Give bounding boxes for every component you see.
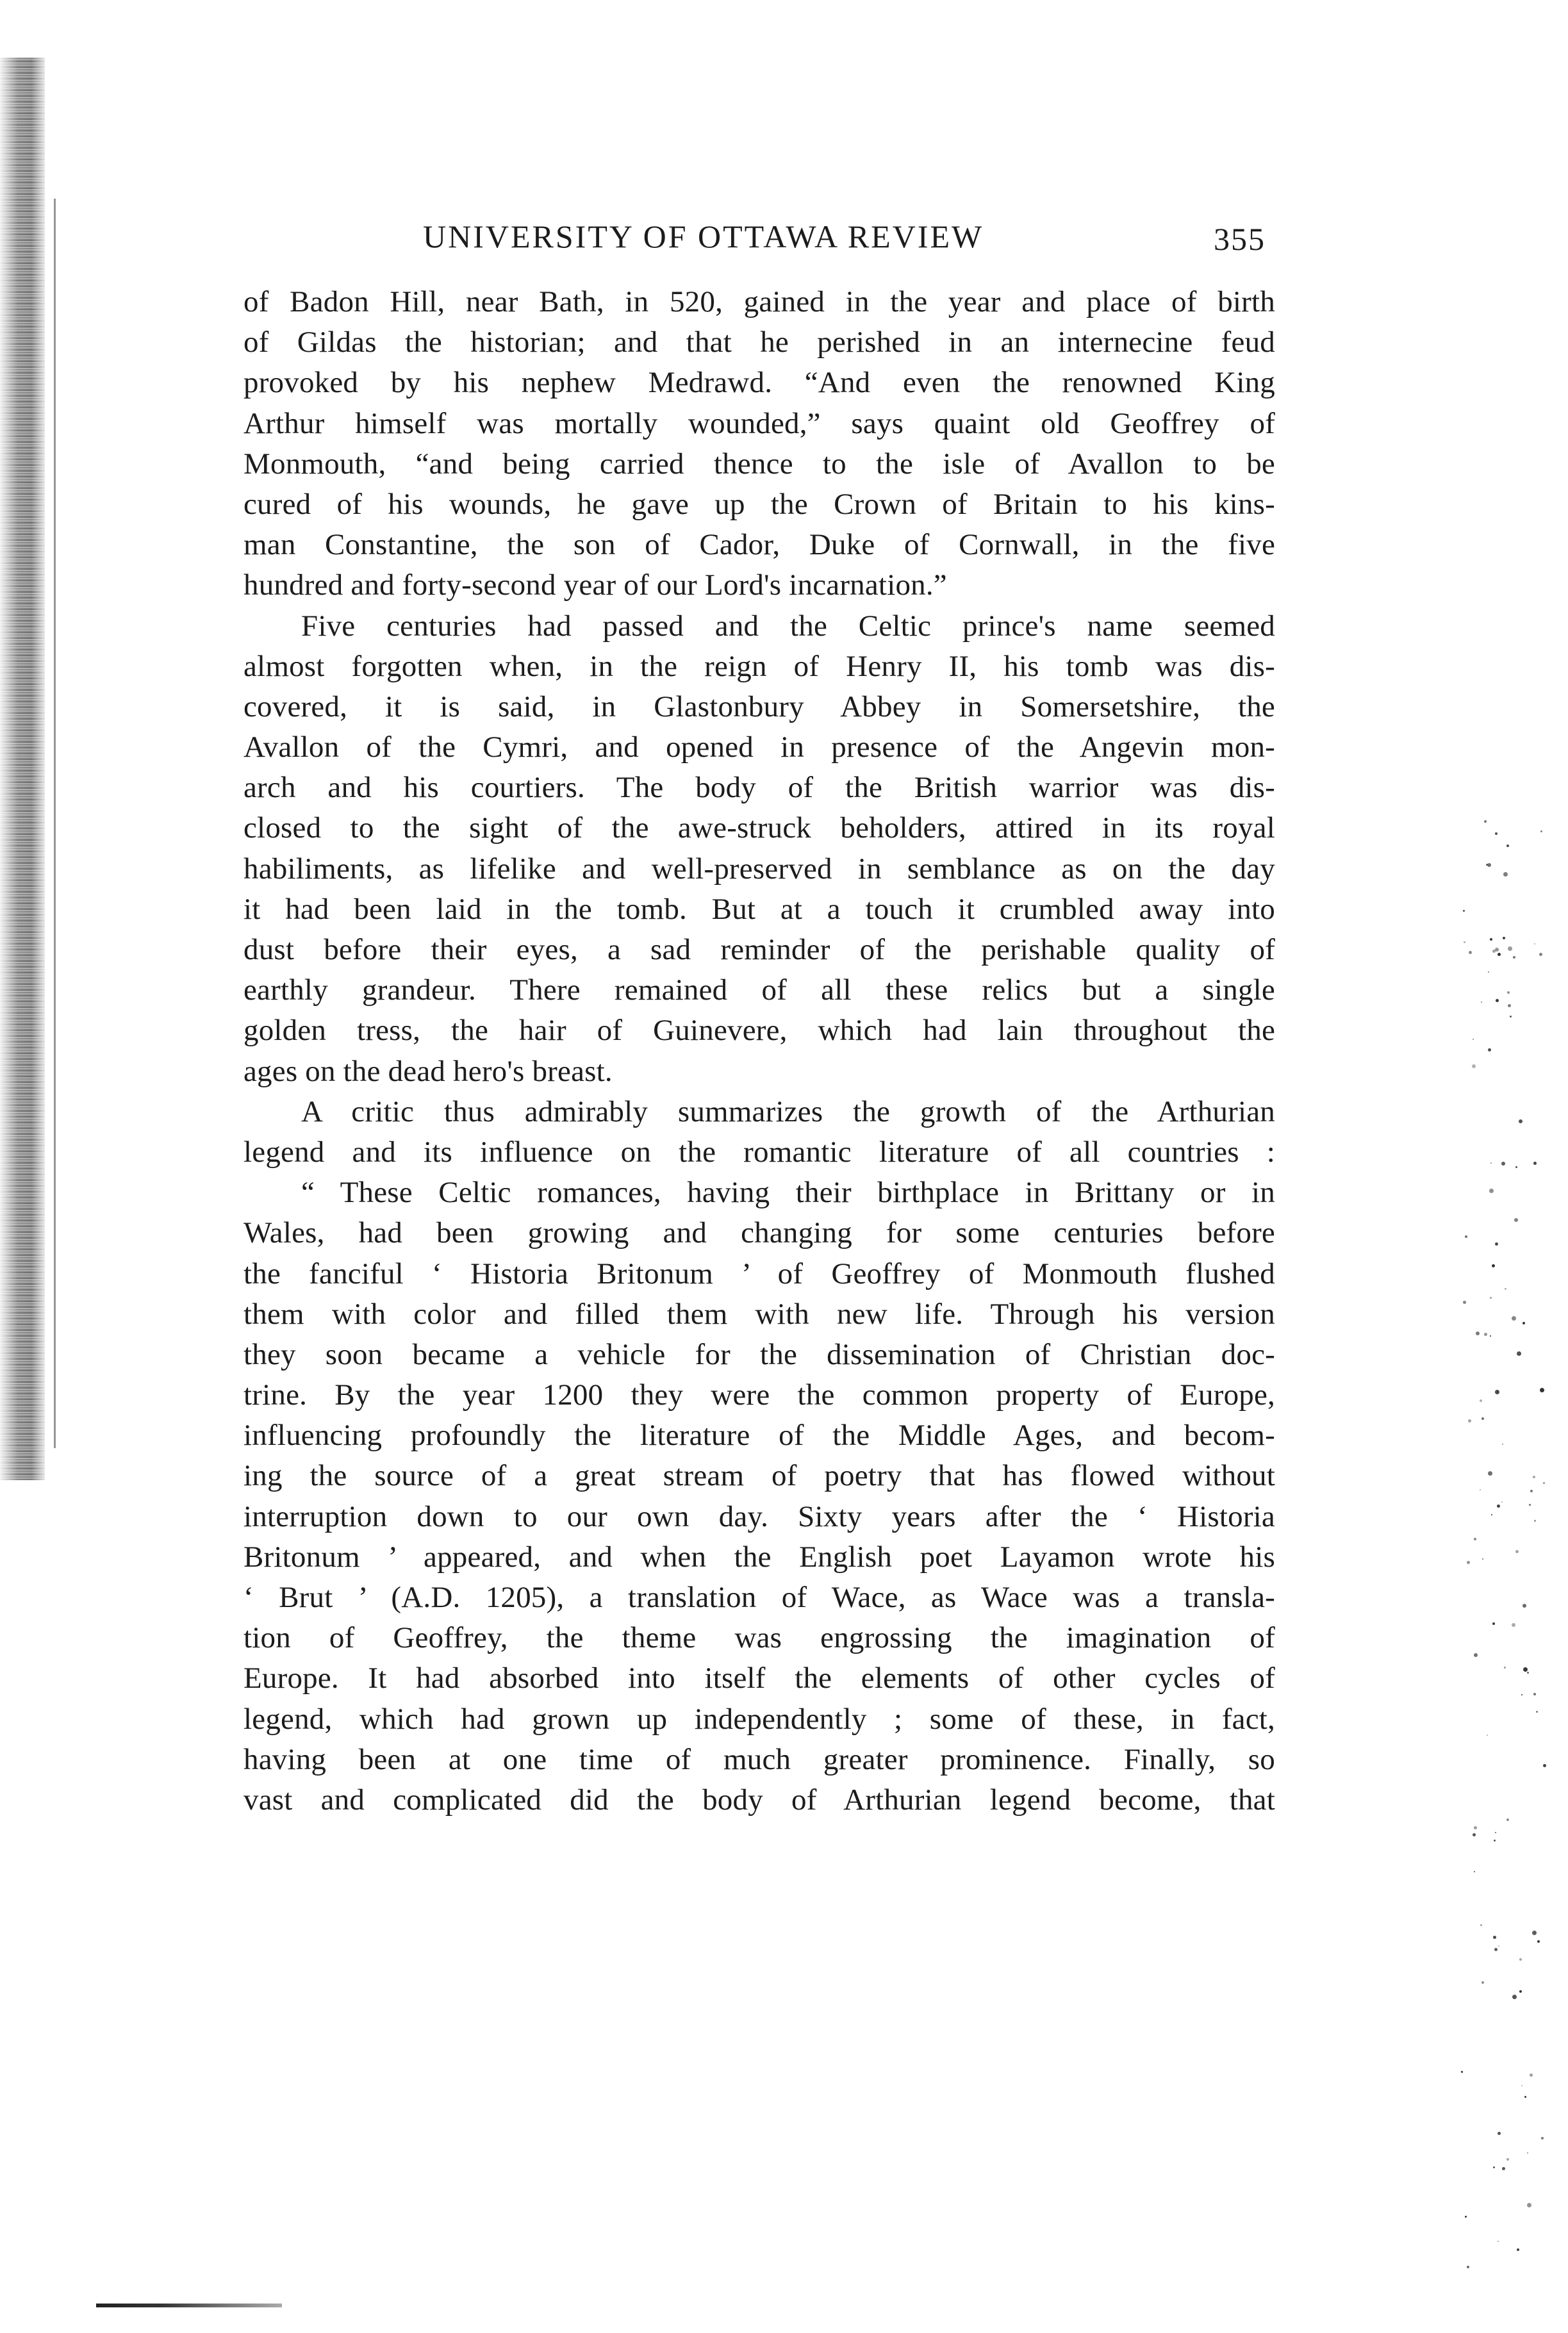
text-line: of Gildas the historian; and that he perished in an internecine feud [243, 326, 1275, 359]
speckle [1472, 1064, 1476, 1068]
speckle [1480, 1489, 1481, 1490]
speckle [1468, 1419, 1471, 1422]
speckle [1488, 1471, 1492, 1476]
speckle [1510, 1016, 1512, 1018]
text-line: Arthur himself was mortally wounded,” says quaint old Geoffrey of [243, 406, 1275, 440]
speckle [1501, 1501, 1503, 1503]
speckle [1463, 1301, 1466, 1304]
speckle [1512, 1316, 1516, 1321]
speckle [1495, 832, 1498, 835]
text-line: Avallon of the Cymri, and opened in presence of the Angevin mon- [243, 730, 1275, 764]
text-line: man Constantine, the son of Cador, Duke of Cornwall, in the five [243, 528, 1275, 562]
speckle [1543, 1482, 1545, 1484]
speckle [1487, 863, 1491, 867]
page-number: 355 [1214, 221, 1266, 257]
speckle [1495, 1832, 1496, 1833]
speckle [1513, 956, 1515, 959]
text-line: cured of his wounds, he gave up the Crown of Britain to his kins- [243, 487, 1275, 521]
speckle [1492, 1264, 1495, 1267]
speckle [1532, 1931, 1537, 1935]
speckle [1503, 872, 1508, 877]
binding-edge-line [54, 199, 56, 1448]
speckle [1519, 1958, 1522, 1961]
text-line: they soon became a vehicle for the dissemination of Christian doc- [243, 1337, 1275, 1371]
speckle [1495, 1390, 1499, 1394]
text-line: of Badon Hill, near Bath, in 520, gained in the year and place of birth [243, 285, 1275, 318]
text-line: earthly grandeur. There remained of all these relics but a single [243, 973, 1275, 1007]
speckle [1530, 1490, 1533, 1492]
text-line: it had been laid in the tomb. But at a touch it crumbled away into [243, 892, 1275, 926]
text-line: provoked by his nephew Medrawd. “And even the renowned King [243, 366, 1275, 400]
binding-edge [0, 58, 45, 1480]
speckle [1529, 1504, 1531, 1506]
speckle [1492, 950, 1496, 953]
speckle [1497, 1504, 1500, 1508]
speckle [1515, 1550, 1519, 1553]
paragraph-start-line: A critic thus admirably summarizes the growth of the Arthurian [301, 1094, 1275, 1128]
text-line: golden tress, the hair of Guinevere, which had lain throughout the [243, 1014, 1275, 1048]
speckle [1490, 1162, 1492, 1164]
speckle [1524, 2096, 1526, 2098]
speckle [1533, 1476, 1535, 1478]
text-line: legend, which had grown up independently ; some of these, in fact, [243, 1702, 1275, 1736]
speckle [1519, 1119, 1523, 1123]
speckle [1517, 2248, 1519, 2251]
speckle [1464, 941, 1465, 943]
speckle [1474, 1871, 1475, 1872]
speckle [1467, 2266, 1469, 2268]
speckle [1494, 1948, 1498, 1951]
speckle [1474, 1826, 1477, 1829]
speckle [1540, 830, 1542, 832]
speckle [1474, 1538, 1476, 1540]
speckle [1505, 1288, 1506, 1290]
speckle [1517, 1351, 1521, 1356]
text-line: habiliments, as lifelike and well-preserved in semblance as on the day [243, 852, 1275, 886]
speckle [1533, 1162, 1537, 1165]
speckle [1539, 953, 1542, 956]
speckle [1473, 1833, 1476, 1836]
speckle [1507, 991, 1510, 994]
speckle [1541, 2137, 1544, 2139]
speckle [1530, 2073, 1533, 2077]
text-line: the fanciful ‘ Historia Britonum ’ of Geoffrey of Monmouth flushed [243, 1257, 1275, 1290]
speckle [1474, 1653, 1478, 1657]
speckle [1469, 951, 1472, 954]
running-title: UNIVERSITY OF OTTAWA REVIEW [423, 218, 984, 254]
speckle [1512, 1623, 1515, 1627]
speckle [1488, 971, 1489, 973]
speckle [1506, 2158, 1509, 2161]
text-line: trine. By the year 1200 they were the common property of Europe, [243, 1378, 1275, 1412]
speckle [1498, 2241, 1499, 2242]
speckle [1480, 1399, 1482, 1402]
running-head [243, 218, 1275, 269]
speckle [1503, 937, 1505, 939]
speckle [1498, 2132, 1501, 2135]
speckle [1498, 1945, 1499, 1947]
text-line: hundred and forty-second year of our Lord's incarnation.” [243, 568, 947, 602]
speckle [1521, 2085, 1523, 2086]
speckle [1504, 1667, 1506, 1669]
speckle [1490, 1297, 1492, 1299]
speckle [1508, 946, 1512, 951]
text-line: legend and its influence on the romantic literature of all countries : [243, 1135, 1275, 1169]
speckle [1482, 1558, 1483, 1560]
speckle [1498, 953, 1501, 956]
speckle [1491, 1514, 1492, 1515]
text-line: ing the source of a great stream of poetry that has flowed without [243, 1459, 1275, 1493]
speckle [1492, 1622, 1495, 1625]
speckle [1521, 1694, 1523, 1695]
speckle [1496, 999, 1499, 1002]
speckle [1490, 938, 1492, 941]
text-line: Britonum ’ appeared, and when the English poet Layamon wrote his [243, 1540, 1275, 1574]
speckle [1534, 1520, 1536, 1522]
text-line: Wales, had been growing and changing for some centuries before [243, 1216, 1275, 1250]
text-line: dust before their eyes, a sad reminder of the perishable quality of [243, 933, 1275, 966]
speckle [1519, 1990, 1522, 1993]
speckle [1523, 1667, 1528, 1672]
scan-mark [96, 2304, 282, 2307]
speckle [1506, 1818, 1509, 1821]
speckle [1465, 2216, 1467, 2218]
speckle [1465, 1235, 1467, 1238]
text-line: them with color and filled them with new life. Through his version [243, 1297, 1275, 1331]
speckle [1543, 1764, 1546, 1767]
speckle [1476, 1331, 1480, 1335]
speckle [1502, 2167, 1505, 2170]
speckle [1523, 1322, 1525, 1324]
speckle [1484, 1333, 1487, 1336]
text-line: almost forgotten when, in the reign of Henry II, his tomb was dis- [243, 649, 1275, 683]
speckle [1527, 2203, 1531, 2207]
paragraph-start-line: “ These Celtic romances, having their birthplace in Brittany or in [301, 1176, 1275, 1210]
text-line: Monmouth, “and being carried thence to the isle of Avallon to be [243, 447, 1275, 481]
speckle [1536, 1711, 1538, 1713]
text-line: Europe. It had absorbed into itself the elements of other cycles of [243, 1661, 1275, 1695]
speckle [1493, 1936, 1496, 1939]
speckle [1487, 1735, 1488, 1736]
speckle [1488, 1048, 1491, 1051]
speckle [1537, 1940, 1540, 1943]
speckle [1473, 1039, 1474, 1040]
speckle [1489, 1189, 1494, 1193]
speckle [1480, 1924, 1482, 1926]
speckle [1527, 2152, 1528, 2154]
speckle [1502, 1444, 1503, 1445]
speckle [1463, 910, 1465, 912]
speckle [1490, 1335, 1491, 1337]
speckle [1508, 1004, 1511, 1007]
text-line: tion of Geoffrey, the theme was engrossing the imagination of [243, 1621, 1275, 1655]
paragraph-start-line: Five centuries had passed and the Celtic prince's name seemed [301, 609, 1275, 643]
text-line: covered, it is said, in Glastonbury Abbey in Somersetshire, the [243, 689, 1275, 723]
text-line: having been at one time of much greater prominence. Finally, so [243, 1742, 1275, 1776]
speckle [1481, 1981, 1484, 1984]
speckle [1527, 1672, 1529, 1674]
speckle [1467, 1561, 1470, 1564]
speckle [1540, 1388, 1544, 1392]
text-line: vast and complicated did the body of Arthurian legend become, that [243, 1783, 1275, 1817]
speckle [1515, 1166, 1517, 1168]
speckle [1495, 1242, 1498, 1246]
speckle [1514, 1218, 1518, 1222]
speckle [1512, 1995, 1517, 1999]
text-line: arch and his courtiers. The body of the British warrior was dis- [243, 771, 1275, 805]
speckle [1523, 1604, 1526, 1608]
speckle [1481, 1417, 1484, 1420]
speckle [1484, 820, 1487, 823]
speckle [1533, 1693, 1536, 1695]
speckle [1494, 1840, 1496, 1842]
text-line: closed to the sight of the awe-struck beholders, attired in its royal [243, 811, 1275, 845]
text-line: ‘ Brut ’ (A.D. 1205), a translation of Wace, as Wace was a transla- [243, 1581, 1275, 1614]
speckle [1481, 1002, 1482, 1003]
speckle [1461, 2071, 1463, 2073]
speckle [1501, 1162, 1505, 1166]
speckle [1534, 943, 1535, 944]
speckle [1506, 845, 1509, 847]
text-line: ages on the dead hero's breast. [243, 1054, 613, 1088]
margin-speckles [1461, 820, 1551, 2320]
body-text [243, 282, 1275, 1820]
speckle [1493, 2166, 1495, 2168]
text-line: interruption down to our own day. Sixty years after the ‘ Historia [243, 1499, 1275, 1533]
text-line: influencing profoundly the literature of the Middle Ages, and becom- [243, 1419, 1275, 1453]
